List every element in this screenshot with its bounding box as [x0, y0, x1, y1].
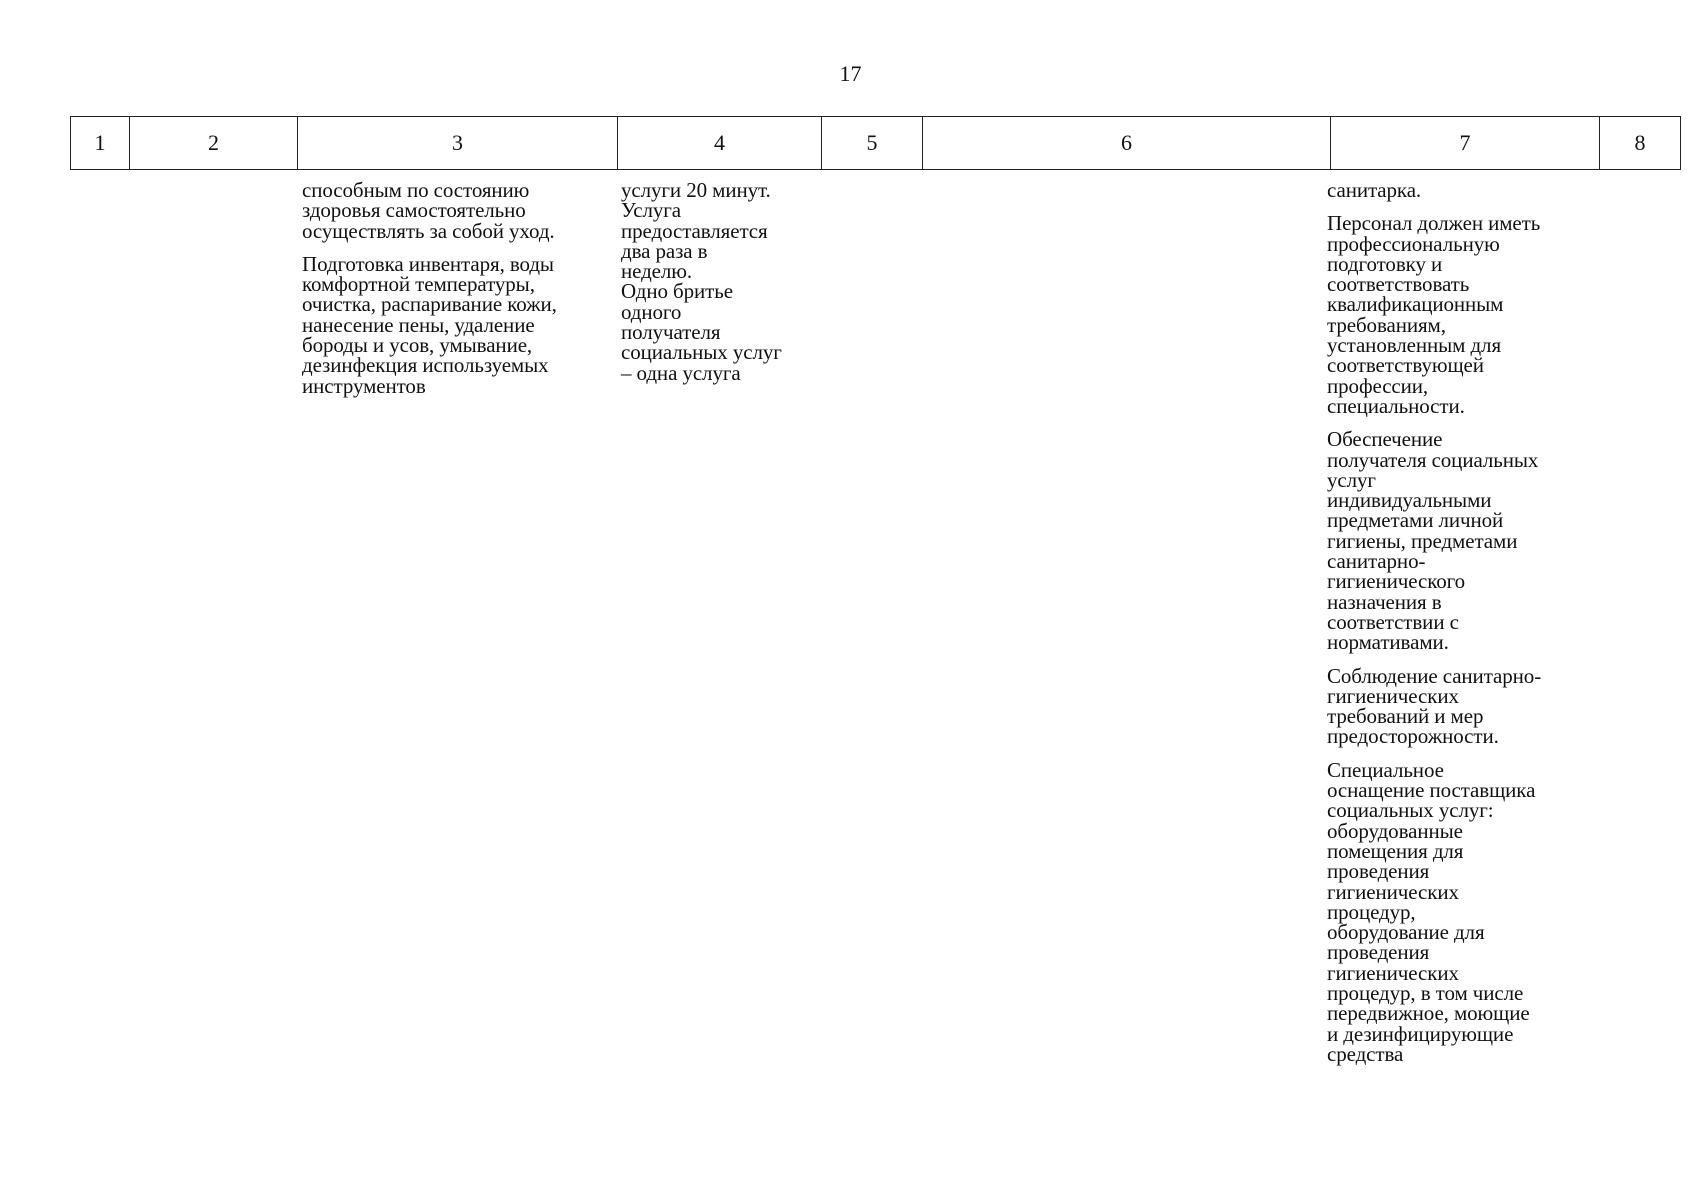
column-number-header — [70, 116, 1681, 170]
column-4-paragraph: услуги 20 минут. Услуга предоставляется два раза в неделю. Одно бритье одного получателя социальных услуг – одна услуга — [621, 178, 782, 385]
column-3-cell — [302, 180, 612, 409]
column-number-3: 3 — [298, 117, 618, 170]
column-number-7: 7 — [1331, 117, 1600, 170]
column-7-cell — [1327, 180, 1597, 1077]
column-number-1: 1 — [71, 117, 130, 170]
column-number-6: 6 — [923, 117, 1331, 170]
column-7-paragraph: Соблюдение санитарно- гигиенических требований и мер предосторожности. — [1327, 663, 1542, 749]
column-number-2: 2 — [130, 117, 298, 170]
column-number-5: 5 — [822, 117, 923, 170]
page-number: 17 — [839, 61, 862, 86]
column-4-cell — [621, 180, 821, 396]
column-3-paragraph: Подготовка инвентаря, воды комфортной температуры, очистка, распаривание кожи, нанесение пены, удаление бороды и усов, умывание, дезинфекция используемых инструментов — [302, 251, 557, 398]
column-number-8: 8 — [1600, 117, 1681, 170]
column-7-paragraph: Персонал должен иметь профессиональную подготовку и соответствовать квалификационным требованиям, установленным для соответствующей профессии, специальности. — [1327, 211, 1541, 418]
column-7-paragraph: Обеспечение получателя социальных услуг индивидуальными предметами личной гигиены, предметами санитарно- гигиенического назначения в соответствии с нормативами. — [1327, 427, 1539, 655]
column-7-paragraph: санитарка. — [1327, 178, 1422, 202]
column-7-paragraph: Специальное оснащение поставщика социальных услуг: оборудованные помещения для проведения гигиенических процедур, оборудование для проведения гигиенических процедур, в том числе передвижное, моющие и дезинфицирующие средства — [1327, 757, 1536, 1066]
column-number-4: 4 — [618, 117, 822, 170]
column-3-paragraph: способным по состоянию здоровья самостоятельно осуществлять за собой уход. — [302, 178, 555, 243]
header-row — [71, 117, 1681, 170]
